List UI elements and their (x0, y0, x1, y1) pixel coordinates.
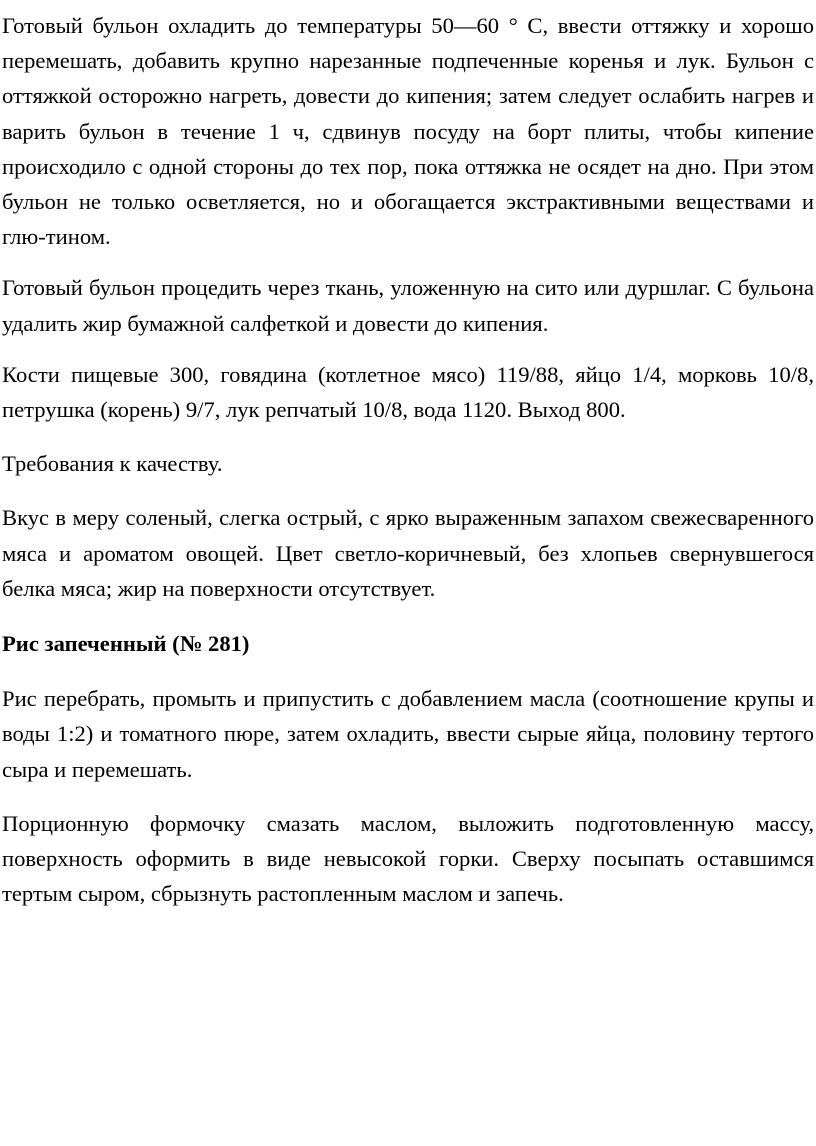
paragraph-broth-straining: Готовый бульон процедить через ткань, уложенную на сито или дуршлаг. С бульона удалить жир бумажной салфеткой и довести до кипения. (2, 275, 814, 336)
paragraph-quality-heading: Требования к качеству. (2, 451, 223, 477)
paragraph-quality-requirements: Вкус в меру соленый, слегка острый, с ярко выраженным запахом свежесваренного мяса и ароматом овощей. Цвет светло-коричневый, без хлопьев свернувшегося белка мяса; жир на поверхности отсутствует. (2, 505, 814, 601)
paragraph-rice-baking: Порционную формочку смазать маслом, выложить подготовленную массу, поверхность оформить в виде невысокой горки. Сверху посыпать оставшимся тертым сыром, сбрызнуть растопленным маслом и запечь. (2, 810, 814, 907)
paragraph-broth-clarification: Готовый бульон охладить до температуры 50—60 ° С, ввести оттяжку и хорошо перемешать, добавить крупно нарезанные подпеченные коренья и лук. Бульон с оттяжкой осторожно нагреть, довести до кипения; затем следует ослабить нагрев и варить бульон в течение 1 ч, сдвинув посуду на борт плиты, чтобы кипение происходило с одной стороны до тех пор, пока оттяжка не осядет на дно. При этом бульон не только осветляется, но и обогащается экстрактивными веществами и глю-тином. (2, 13, 814, 250)
paragraph-broth-ingredients: Кости пищевые 300, говядина (котлетное мясо) 119/88, яйцо 1/4, морковь 10/8, петрушка (корень) 9/7, лук репчатый 10/8, вода 1120. Выход 800. (2, 361, 814, 423)
paragraph-rice-preparation: Рис перебрать, промыть и припустить с добавлением масла (соотношение крупы и воды 1:2) и томатного пюре, затем охладить, ввести сырые яйца, половину тертого сыра и перемешать. (2, 686, 814, 782)
recipe-heading: Рис запеченный (№ 281) (2, 631, 250, 657)
